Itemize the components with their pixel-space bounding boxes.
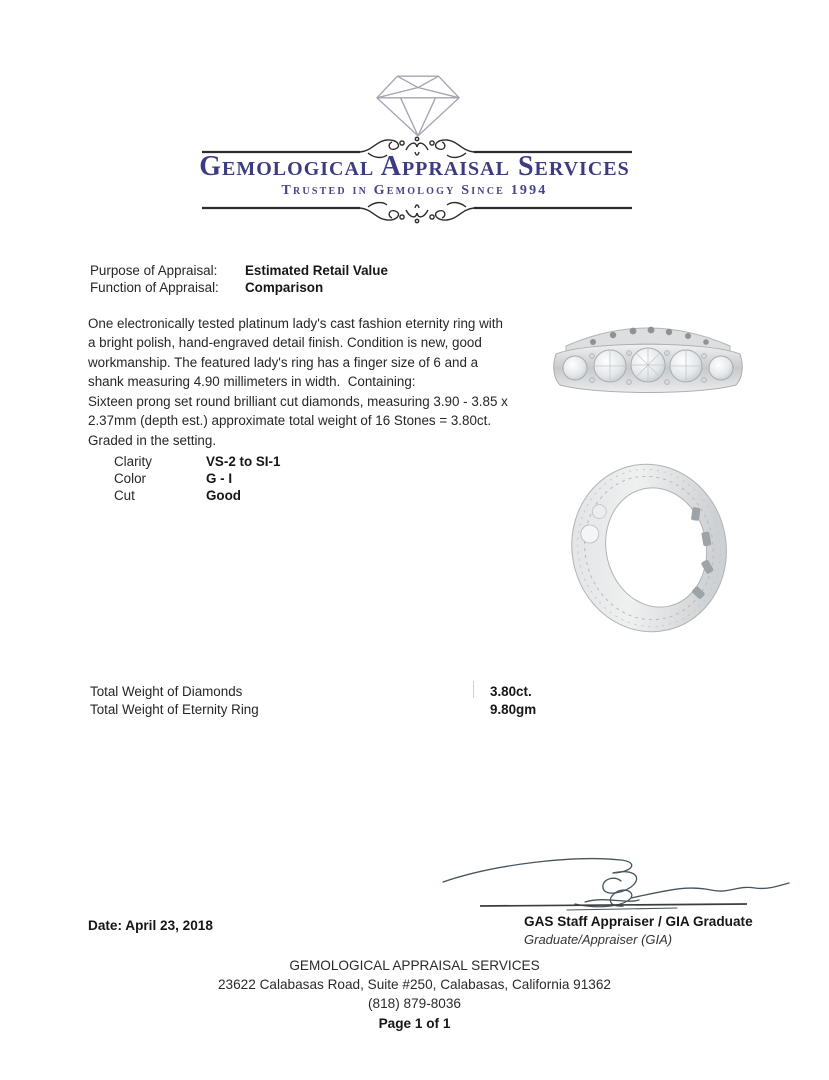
cut-label: Cut: [114, 488, 135, 503]
color-label: Color: [114, 471, 146, 486]
purpose-row: [90, 263, 388, 280]
total-row-ring: [90, 701, 536, 719]
clarity-value: VS-2 to SI-1: [206, 454, 281, 469]
function-label: Function of Appraisal:: [90, 279, 219, 295]
appraisal-meta: [90, 263, 388, 296]
function-row: [90, 280, 388, 297]
footer-company: GEMOLOGICAL APPRAISAL SERVICES: [289, 958, 540, 973]
item-description-paragraph: One electronically tested platinum lady's cast fashion eternity ring with a bright polish, hand-engraved detail finish. Condition is new, good workmanship. The featured lady's ring has a finger size of 6 and a shank measuring 4.90 millimeters in width. Containing:: [88, 316, 507, 389]
appraisal-date: Date: April 23, 2018: [88, 918, 213, 933]
brand-title: Gemological Appraisal Services: [199, 151, 630, 182]
signer-title: GAS Staff Appraiser / GIA Graduate: [524, 914, 753, 929]
ornament-rule-bottom: [202, 198, 632, 228]
totals-table: [90, 683, 536, 718]
footer-page-number: Page 1 of 1: [378, 1016, 451, 1032]
total-row-diamonds: [90, 683, 536, 701]
total-diamonds-label: Total Weight of Diamonds: [90, 684, 243, 699]
purpose-value: Estimated Retail Value: [245, 263, 388, 278]
cut-value: Good: [206, 488, 241, 503]
ring-photo-standing-view: [552, 460, 747, 635]
signer-block: [524, 913, 753, 948]
diamond-details-paragraph: Sixteen prong set round brilliant cut diamonds, measuring 3.90 - 3.85 x 2.37mm (depth est.) approximate total weight of 16 Stones = 3.80ct. Graded in the setting.: [88, 394, 512, 448]
ring-photo-side-view: [548, 298, 748, 398]
footer-phone: (818) 879-8036: [368, 995, 461, 1011]
purpose-label: Purpose of Appraisal:: [90, 263, 218, 278]
grade-row-cut: [114, 487, 280, 504]
footer-address: 23622 Calabasas Road, Suite #250, Calabasas, California 91362: [218, 976, 611, 992]
grade-row-clarity: [114, 453, 280, 470]
function-value: Comparison: [245, 279, 324, 295]
grade-row-color: [114, 470, 280, 487]
brand-tagline: Trusted in Gemology Since 1994: [281, 183, 548, 198]
footer: [0, 957, 829, 1034]
grades-table: [114, 453, 280, 504]
appraiser-signature-image: [425, 852, 795, 914]
color-value: G - I: [206, 471, 233, 486]
total-ring-label: Total Weight of Eternity Ring: [90, 701, 259, 717]
clarity-label: Clarity: [114, 454, 152, 469]
totals-divider-mark: [473, 681, 474, 698]
total-ring-value: 9.80gm: [490, 701, 537, 717]
diamond-icon: [366, 68, 470, 142]
total-diamonds-value: 3.80ct.: [490, 684, 532, 699]
signer-credential: Graduate/Appraiser (GIA): [524, 931, 673, 947]
